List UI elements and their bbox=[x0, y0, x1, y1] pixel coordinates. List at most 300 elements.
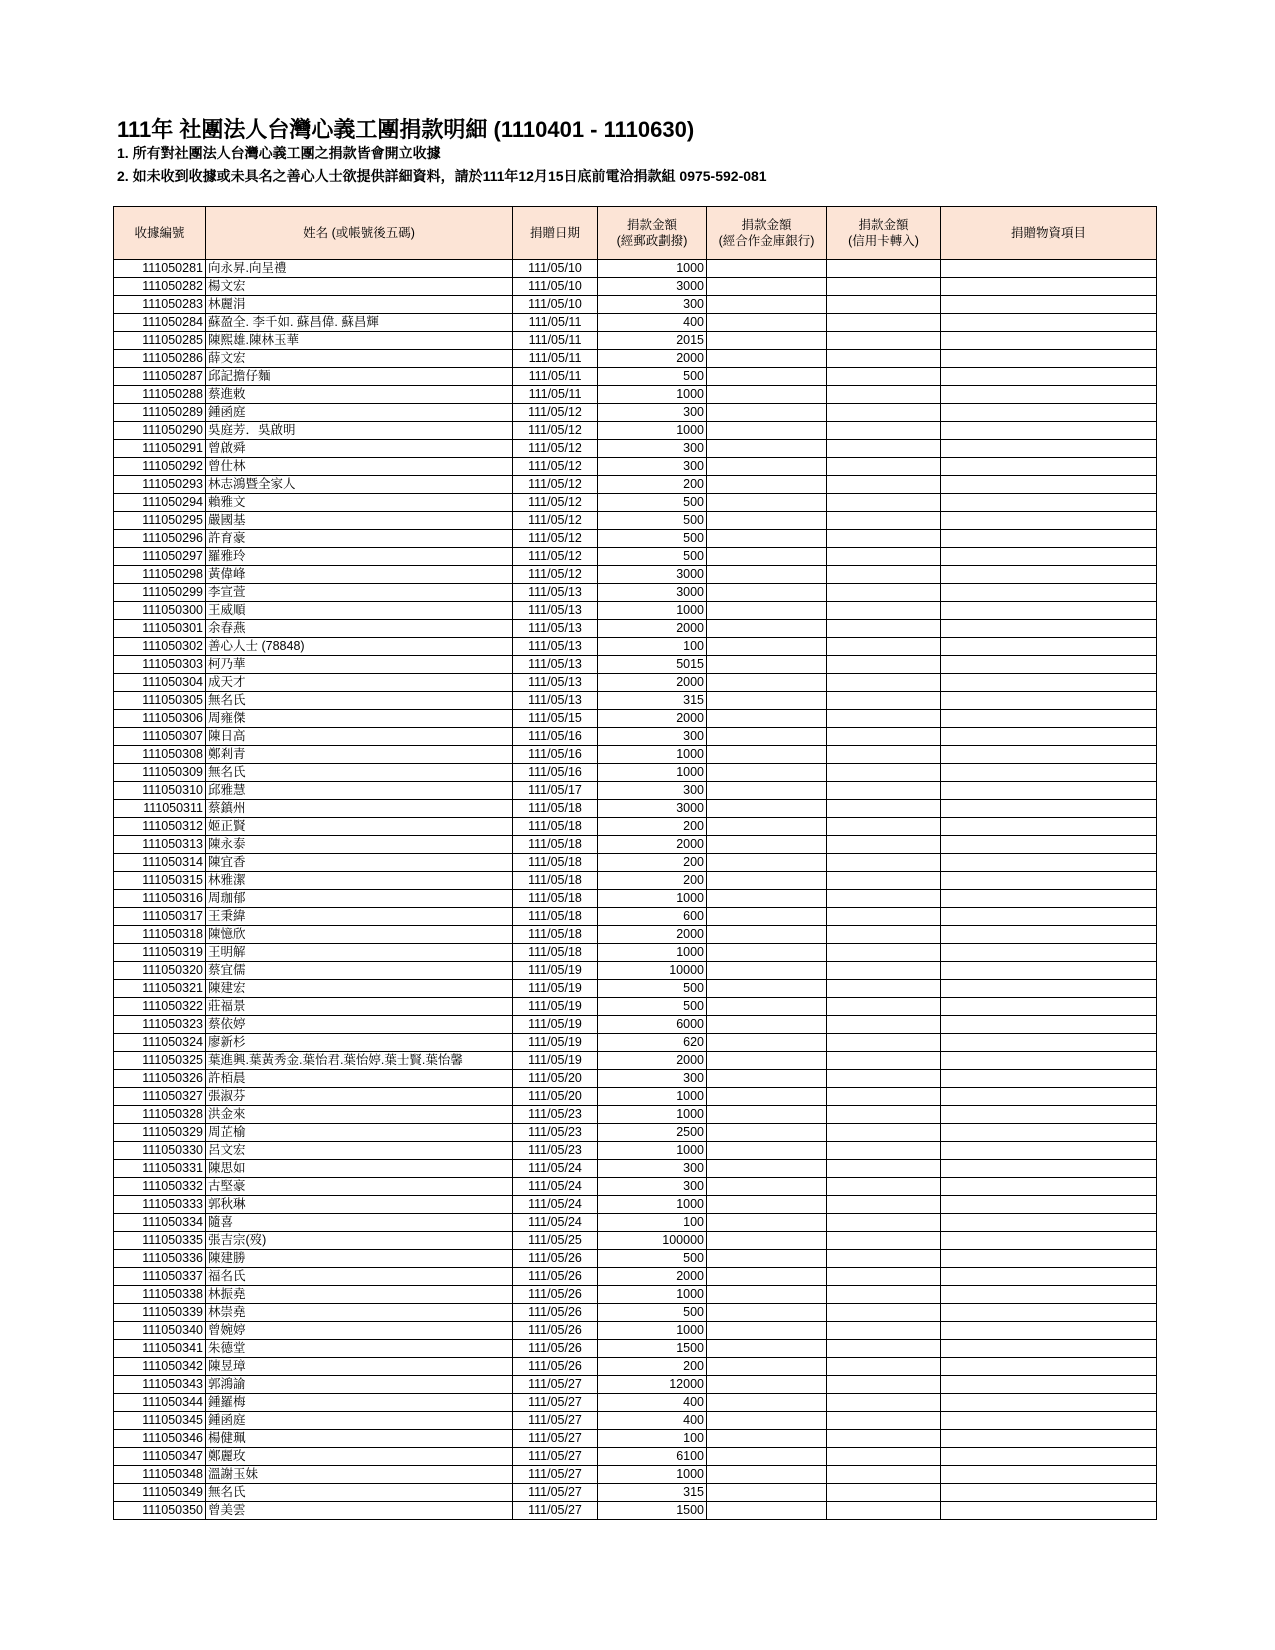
receipt-no-cell: 111050293 bbox=[114, 476, 206, 494]
card-amount-cell bbox=[827, 1034, 941, 1052]
donor-name-cell: 曾仕林 bbox=[206, 458, 513, 476]
postal-amount-cell: 500 bbox=[598, 494, 707, 512]
bank-amount-cell bbox=[707, 494, 827, 512]
bank-amount-cell bbox=[707, 674, 827, 692]
donation-date-cell: 111/05/25 bbox=[513, 1232, 598, 1250]
table-row bbox=[114, 728, 1157, 746]
bank-amount-cell bbox=[707, 1412, 827, 1430]
postal-amount-cell: 100 bbox=[598, 1430, 707, 1448]
card-amount-cell bbox=[827, 728, 941, 746]
receipt-no-cell: 111050304 bbox=[114, 674, 206, 692]
donation-date-cell: 111/05/12 bbox=[513, 440, 598, 458]
donation-date-cell: 111/05/23 bbox=[513, 1124, 598, 1142]
postal-amount-cell: 100 bbox=[598, 638, 707, 656]
goods-cell bbox=[941, 386, 1157, 404]
receipt-no-cell: 111050290 bbox=[114, 422, 206, 440]
donor-name-cell: 鍾羅梅 bbox=[206, 1394, 513, 1412]
postal-amount-cell: 1000 bbox=[598, 944, 707, 962]
table-row bbox=[114, 872, 1157, 890]
table-row bbox=[114, 332, 1157, 350]
bank-amount-cell bbox=[707, 998, 827, 1016]
donor-name-cell: 溫謝玉妹 bbox=[206, 1466, 513, 1484]
donation-date-cell: 111/05/12 bbox=[513, 512, 598, 530]
card-amount-cell bbox=[827, 584, 941, 602]
bank-amount-cell bbox=[707, 314, 827, 332]
table-row bbox=[114, 260, 1157, 278]
goods-cell bbox=[941, 1106, 1157, 1124]
donor-name-cell: 鍾函庭 bbox=[206, 404, 513, 422]
donation-date-cell: 111/05/12 bbox=[513, 476, 598, 494]
donor-name-cell: 張吉宗(歿) bbox=[206, 1232, 513, 1250]
goods-cell bbox=[941, 332, 1157, 350]
card-amount-cell bbox=[827, 944, 941, 962]
goods-cell bbox=[941, 1016, 1157, 1034]
table-row bbox=[114, 584, 1157, 602]
donation-date-cell: 111/05/16 bbox=[513, 746, 598, 764]
donation-date-cell: 111/05/23 bbox=[513, 1142, 598, 1160]
table-row bbox=[114, 1016, 1157, 1034]
donation-date-cell: 111/05/18 bbox=[513, 854, 598, 872]
postal-amount-cell: 6100 bbox=[598, 1448, 707, 1466]
header-goods: 捐贈物資項目 bbox=[941, 207, 1157, 260]
table-row bbox=[114, 1214, 1157, 1232]
postal-amount-cell: 1500 bbox=[598, 1502, 707, 1520]
postal-amount-cell: 400 bbox=[598, 314, 707, 332]
postal-amount-cell: 3000 bbox=[598, 800, 707, 818]
table-row bbox=[114, 854, 1157, 872]
donor-name-cell: 張淑芬 bbox=[206, 1088, 513, 1106]
postal-amount-cell: 315 bbox=[598, 692, 707, 710]
card-amount-cell bbox=[827, 1142, 941, 1160]
card-amount-cell bbox=[827, 1250, 941, 1268]
table-row bbox=[114, 296, 1157, 314]
card-amount-cell bbox=[827, 368, 941, 386]
receipt-no-cell: 111050309 bbox=[114, 764, 206, 782]
postal-amount-cell: 300 bbox=[598, 296, 707, 314]
postal-amount-cell: 500 bbox=[598, 368, 707, 386]
table-row bbox=[114, 1502, 1157, 1520]
donation-date-cell: 111/05/11 bbox=[513, 314, 598, 332]
postal-amount-cell: 1000 bbox=[598, 764, 707, 782]
card-amount-cell bbox=[827, 386, 941, 404]
donor-name-cell: 林崇堯 bbox=[206, 1304, 513, 1322]
receipt-no-cell: 111050333 bbox=[114, 1196, 206, 1214]
donation-date-cell: 111/05/13 bbox=[513, 584, 598, 602]
donation-table bbox=[113, 206, 1157, 1520]
bank-amount-cell bbox=[707, 404, 827, 422]
receipt-no-cell: 111050329 bbox=[114, 1124, 206, 1142]
donor-name-cell: 無名氏 bbox=[206, 764, 513, 782]
goods-cell bbox=[941, 404, 1157, 422]
postal-amount-cell: 300 bbox=[598, 1160, 707, 1178]
donor-name-cell: 林雅潔 bbox=[206, 872, 513, 890]
donation-date-cell: 111/05/18 bbox=[513, 872, 598, 890]
receipt-no-cell: 111050321 bbox=[114, 980, 206, 998]
receipt-no-cell: 111050316 bbox=[114, 890, 206, 908]
table-row bbox=[114, 944, 1157, 962]
goods-cell bbox=[941, 548, 1157, 566]
table-row bbox=[114, 1142, 1157, 1160]
donor-name-cell: 王秉緯 bbox=[206, 908, 513, 926]
card-amount-cell bbox=[827, 1484, 941, 1502]
postal-amount-cell: 10000 bbox=[598, 962, 707, 980]
bank-amount-cell bbox=[707, 1358, 827, 1376]
donation-date-cell: 111/05/27 bbox=[513, 1502, 598, 1520]
receipt-no-cell: 111050343 bbox=[114, 1376, 206, 1394]
receipt-no-cell: 111050334 bbox=[114, 1214, 206, 1232]
card-amount-cell bbox=[827, 476, 941, 494]
donation-date-cell: 111/05/26 bbox=[513, 1358, 598, 1376]
bank-amount-cell bbox=[707, 1124, 827, 1142]
table-row bbox=[114, 512, 1157, 530]
postal-amount-cell: 400 bbox=[598, 1412, 707, 1430]
receipt-no-cell: 111050305 bbox=[114, 692, 206, 710]
goods-cell bbox=[941, 296, 1157, 314]
card-amount-cell bbox=[827, 1016, 941, 1034]
card-amount-cell bbox=[827, 404, 941, 422]
postal-amount-cell: 12000 bbox=[598, 1376, 707, 1394]
receipt-no-cell: 111050323 bbox=[114, 1016, 206, 1034]
receipt-no-cell: 111050292 bbox=[114, 458, 206, 476]
donation-date-cell: 111/05/19 bbox=[513, 1052, 598, 1070]
postal-amount-cell: 500 bbox=[598, 980, 707, 998]
donor-name-cell: 無名氏 bbox=[206, 692, 513, 710]
table-row bbox=[114, 764, 1157, 782]
goods-cell bbox=[941, 1268, 1157, 1286]
card-amount-cell bbox=[827, 638, 941, 656]
donation-date-cell: 111/05/19 bbox=[513, 1034, 598, 1052]
card-amount-cell bbox=[827, 1088, 941, 1106]
goods-cell bbox=[941, 1196, 1157, 1214]
donor-name-cell: 楊文宏 bbox=[206, 278, 513, 296]
card-amount-cell bbox=[827, 800, 941, 818]
table-row bbox=[114, 1070, 1157, 1088]
donation-date-cell: 111/05/27 bbox=[513, 1466, 598, 1484]
donor-name-cell: 林志鴻暨全家人 bbox=[206, 476, 513, 494]
table-row bbox=[114, 1412, 1157, 1430]
card-amount-cell bbox=[827, 602, 941, 620]
donation-date-cell: 111/05/13 bbox=[513, 638, 598, 656]
card-amount-cell bbox=[827, 1502, 941, 1520]
receipt-no-cell: 111050288 bbox=[114, 386, 206, 404]
bank-amount-cell bbox=[707, 944, 827, 962]
goods-cell bbox=[941, 440, 1157, 458]
table-row bbox=[114, 1124, 1157, 1142]
bank-amount-cell bbox=[707, 1286, 827, 1304]
postal-amount-cell: 500 bbox=[598, 1304, 707, 1322]
note-contact: 2. 如未收到收據或未具名之善心人士欲提供詳細資料，請於111年12月15日底前電洽捐款組 0975-592-081 bbox=[117, 168, 767, 184]
bank-amount-cell bbox=[707, 872, 827, 890]
card-amount-cell bbox=[827, 458, 941, 476]
bank-amount-cell bbox=[707, 584, 827, 602]
donation-date-cell: 111/05/20 bbox=[513, 1088, 598, 1106]
postal-amount-cell: 1500 bbox=[598, 1340, 707, 1358]
donor-name-cell: 曾啟舜 bbox=[206, 440, 513, 458]
postal-amount-cell: 200 bbox=[598, 1358, 707, 1376]
table-row bbox=[114, 908, 1157, 926]
receipt-no-cell: 111050314 bbox=[114, 854, 206, 872]
card-amount-cell bbox=[827, 1430, 941, 1448]
receipt-no-cell: 111050340 bbox=[114, 1322, 206, 1340]
receipt-no-cell: 111050322 bbox=[114, 998, 206, 1016]
goods-cell bbox=[941, 1502, 1157, 1520]
donor-name-cell: 楊健珮 bbox=[206, 1430, 513, 1448]
receipt-no-cell: 111050342 bbox=[114, 1358, 206, 1376]
receipt-no-cell: 111050327 bbox=[114, 1088, 206, 1106]
card-amount-cell bbox=[827, 998, 941, 1016]
goods-cell bbox=[941, 1286, 1157, 1304]
postal-amount-cell: 1000 bbox=[598, 386, 707, 404]
postal-amount-cell: 500 bbox=[598, 998, 707, 1016]
goods-cell bbox=[941, 494, 1157, 512]
receipt-no-cell: 111050344 bbox=[114, 1394, 206, 1412]
postal-amount-cell: 3000 bbox=[598, 566, 707, 584]
donation-date-cell: 111/05/27 bbox=[513, 1430, 598, 1448]
receipt-no-cell: 111050313 bbox=[114, 836, 206, 854]
goods-cell bbox=[941, 1394, 1157, 1412]
donor-name-cell: 蘇盈全. 李千如. 蘇昌偉. 蘇昌輝 bbox=[206, 314, 513, 332]
goods-cell bbox=[941, 1034, 1157, 1052]
bank-amount-cell bbox=[707, 1142, 827, 1160]
donor-name-cell: 許栢晨 bbox=[206, 1070, 513, 1088]
table-row bbox=[114, 368, 1157, 386]
donor-name-cell: 隨喜 bbox=[206, 1214, 513, 1232]
goods-cell bbox=[941, 350, 1157, 368]
receipt-no-cell: 111050282 bbox=[114, 278, 206, 296]
postal-amount-cell: 500 bbox=[598, 1250, 707, 1268]
card-amount-cell bbox=[827, 296, 941, 314]
header-postal-amount bbox=[598, 207, 707, 260]
donation-date-cell: 111/05/10 bbox=[513, 296, 598, 314]
bank-amount-cell bbox=[707, 1466, 827, 1484]
goods-cell bbox=[941, 944, 1157, 962]
donation-date-cell: 111/05/26 bbox=[513, 1340, 598, 1358]
postal-amount-cell: 500 bbox=[598, 512, 707, 530]
card-amount-cell bbox=[827, 1466, 941, 1484]
postal-amount-cell: 1000 bbox=[598, 1466, 707, 1484]
receipt-no-cell: 111050299 bbox=[114, 584, 206, 602]
bank-amount-cell bbox=[707, 440, 827, 458]
donor-name-cell: 郭鴻諭 bbox=[206, 1376, 513, 1394]
table-row bbox=[114, 566, 1157, 584]
donor-name-cell: 葉進興.葉黃秀金.葉怡君.葉怡婷.葉士賢.葉怡馨 bbox=[206, 1052, 513, 1070]
donation-date-cell: 111/05/18 bbox=[513, 944, 598, 962]
bank-amount-cell bbox=[707, 1070, 827, 1088]
goods-cell bbox=[941, 782, 1157, 800]
goods-cell bbox=[941, 800, 1157, 818]
donor-name-cell: 林振堯 bbox=[206, 1286, 513, 1304]
donation-date-cell: 111/05/27 bbox=[513, 1376, 598, 1394]
donation-date-cell: 111/05/19 bbox=[513, 962, 598, 980]
card-amount-cell bbox=[827, 1286, 941, 1304]
donor-name-cell: 曾婉婷 bbox=[206, 1322, 513, 1340]
donor-name-cell: 鍾函庭 bbox=[206, 1412, 513, 1430]
table-row bbox=[114, 386, 1157, 404]
donation-date-cell: 111/05/27 bbox=[513, 1448, 598, 1466]
receipt-no-cell: 111050319 bbox=[114, 944, 206, 962]
receipt-no-cell: 111050287 bbox=[114, 368, 206, 386]
bank-amount-cell bbox=[707, 854, 827, 872]
table-row bbox=[114, 926, 1157, 944]
table-row bbox=[114, 476, 1157, 494]
donation-date-cell: 111/05/16 bbox=[513, 764, 598, 782]
bank-amount-cell bbox=[707, 764, 827, 782]
donor-name-cell: 郭秋琳 bbox=[206, 1196, 513, 1214]
postal-amount-cell: 2000 bbox=[598, 926, 707, 944]
header-bank-amount bbox=[707, 207, 827, 260]
bank-amount-cell bbox=[707, 548, 827, 566]
goods-cell bbox=[941, 476, 1157, 494]
card-amount-cell bbox=[827, 818, 941, 836]
bank-amount-cell bbox=[707, 962, 827, 980]
goods-cell bbox=[941, 1070, 1157, 1088]
postal-amount-cell: 200 bbox=[598, 818, 707, 836]
postal-amount-cell: 100000 bbox=[598, 1232, 707, 1250]
goods-cell bbox=[941, 998, 1157, 1016]
receipt-no-cell: 111050335 bbox=[114, 1232, 206, 1250]
receipt-no-cell: 111050338 bbox=[114, 1286, 206, 1304]
card-amount-cell bbox=[827, 1106, 941, 1124]
receipt-no-cell: 111050339 bbox=[114, 1304, 206, 1322]
postal-amount-cell: 500 bbox=[598, 530, 707, 548]
receipt-no-cell: 111050300 bbox=[114, 602, 206, 620]
receipt-no-cell: 111050302 bbox=[114, 638, 206, 656]
receipt-no-cell: 111050295 bbox=[114, 512, 206, 530]
card-amount-cell bbox=[827, 512, 941, 530]
table-row bbox=[114, 1160, 1157, 1178]
table-row bbox=[114, 998, 1157, 1016]
bank-amount-cell bbox=[707, 1178, 827, 1196]
donation-date-cell: 111/05/18 bbox=[513, 836, 598, 854]
postal-amount-cell: 3000 bbox=[598, 278, 707, 296]
table-row bbox=[114, 890, 1157, 908]
card-amount-cell bbox=[827, 782, 941, 800]
postal-amount-cell: 1000 bbox=[598, 1106, 707, 1124]
donor-name-cell: 許育豪 bbox=[206, 530, 513, 548]
card-amount-cell bbox=[827, 710, 941, 728]
goods-cell bbox=[941, 260, 1157, 278]
bank-amount-cell bbox=[707, 1016, 827, 1034]
table-row bbox=[114, 494, 1157, 512]
card-amount-cell bbox=[827, 1232, 941, 1250]
card-amount-cell bbox=[827, 1448, 941, 1466]
table-row bbox=[114, 1394, 1157, 1412]
card-amount-cell bbox=[827, 1268, 941, 1286]
card-amount-cell bbox=[827, 890, 941, 908]
donation-date-cell: 111/05/13 bbox=[513, 620, 598, 638]
table-row bbox=[114, 674, 1157, 692]
donation-date-cell: 111/05/24 bbox=[513, 1214, 598, 1232]
header-postal-line2: (經郵政劃撥) bbox=[616, 234, 688, 248]
bank-amount-cell bbox=[707, 926, 827, 944]
card-amount-cell bbox=[827, 314, 941, 332]
bank-amount-cell bbox=[707, 458, 827, 476]
goods-cell bbox=[941, 764, 1157, 782]
receipt-no-cell: 111050296 bbox=[114, 530, 206, 548]
bank-amount-cell bbox=[707, 818, 827, 836]
postal-amount-cell: 5015 bbox=[598, 656, 707, 674]
postal-amount-cell: 1000 bbox=[598, 890, 707, 908]
card-amount-cell bbox=[827, 746, 941, 764]
table-row bbox=[114, 1232, 1157, 1250]
card-amount-cell bbox=[827, 980, 941, 998]
table-row bbox=[114, 314, 1157, 332]
goods-cell bbox=[941, 458, 1157, 476]
donor-name-cell: 陳建勝 bbox=[206, 1250, 513, 1268]
donation-date-cell: 111/05/12 bbox=[513, 530, 598, 548]
table-row bbox=[114, 656, 1157, 674]
donor-name-cell: 陳昱璋 bbox=[206, 1358, 513, 1376]
postal-amount-cell: 300 bbox=[598, 404, 707, 422]
bank-amount-cell bbox=[707, 422, 827, 440]
postal-amount-cell: 1000 bbox=[598, 1322, 707, 1340]
bank-amount-cell bbox=[707, 746, 827, 764]
donation-date-cell: 111/05/11 bbox=[513, 332, 598, 350]
donor-name-cell: 莊福景 bbox=[206, 998, 513, 1016]
table-row bbox=[114, 350, 1157, 368]
receipt-no-cell: 111050347 bbox=[114, 1448, 206, 1466]
donation-date-cell: 111/05/12 bbox=[513, 494, 598, 512]
postal-amount-cell: 400 bbox=[598, 1394, 707, 1412]
donor-name-cell: 無名氏 bbox=[206, 1484, 513, 1502]
postal-amount-cell: 2000 bbox=[598, 1268, 707, 1286]
goods-cell bbox=[941, 728, 1157, 746]
table-row bbox=[114, 1448, 1157, 1466]
donation-date-cell: 111/05/12 bbox=[513, 404, 598, 422]
goods-cell bbox=[941, 1484, 1157, 1502]
bank-amount-cell bbox=[707, 1304, 827, 1322]
donation-date-cell: 111/05/15 bbox=[513, 710, 598, 728]
table-row bbox=[114, 1340, 1157, 1358]
card-amount-cell bbox=[827, 548, 941, 566]
donor-name-cell: 余春燕 bbox=[206, 620, 513, 638]
postal-amount-cell: 600 bbox=[598, 908, 707, 926]
postal-amount-cell: 1000 bbox=[598, 746, 707, 764]
goods-cell bbox=[941, 926, 1157, 944]
bank-amount-cell bbox=[707, 692, 827, 710]
header-card-line1: 捐款金額 bbox=[858, 218, 909, 232]
table-row bbox=[114, 620, 1157, 638]
bank-amount-cell bbox=[707, 332, 827, 350]
postal-amount-cell: 1000 bbox=[598, 260, 707, 278]
table-row bbox=[114, 1466, 1157, 1484]
postal-amount-cell: 300 bbox=[598, 458, 707, 476]
goods-cell bbox=[941, 692, 1157, 710]
donation-date-cell: 111/05/27 bbox=[513, 1412, 598, 1430]
card-amount-cell bbox=[827, 908, 941, 926]
table-row bbox=[114, 1322, 1157, 1340]
bank-amount-cell bbox=[707, 602, 827, 620]
donation-date-cell: 111/05/13 bbox=[513, 602, 598, 620]
table-row bbox=[114, 1268, 1157, 1286]
goods-cell bbox=[941, 1340, 1157, 1358]
card-amount-cell bbox=[827, 1376, 941, 1394]
goods-cell bbox=[941, 602, 1157, 620]
postal-amount-cell: 300 bbox=[598, 1178, 707, 1196]
donation-date-cell: 111/05/12 bbox=[513, 548, 598, 566]
donation-date-cell: 111/05/12 bbox=[513, 422, 598, 440]
postal-amount-cell: 2000 bbox=[598, 836, 707, 854]
goods-cell bbox=[941, 1448, 1157, 1466]
card-amount-cell bbox=[827, 1160, 941, 1178]
table-row bbox=[114, 1484, 1157, 1502]
goods-cell bbox=[941, 890, 1157, 908]
card-amount-cell bbox=[827, 962, 941, 980]
donor-name-cell: 羅雅玲 bbox=[206, 548, 513, 566]
donation-date-cell: 111/05/26 bbox=[513, 1286, 598, 1304]
donor-name-cell: 成天才 bbox=[206, 674, 513, 692]
donation-date-cell: 111/05/17 bbox=[513, 782, 598, 800]
